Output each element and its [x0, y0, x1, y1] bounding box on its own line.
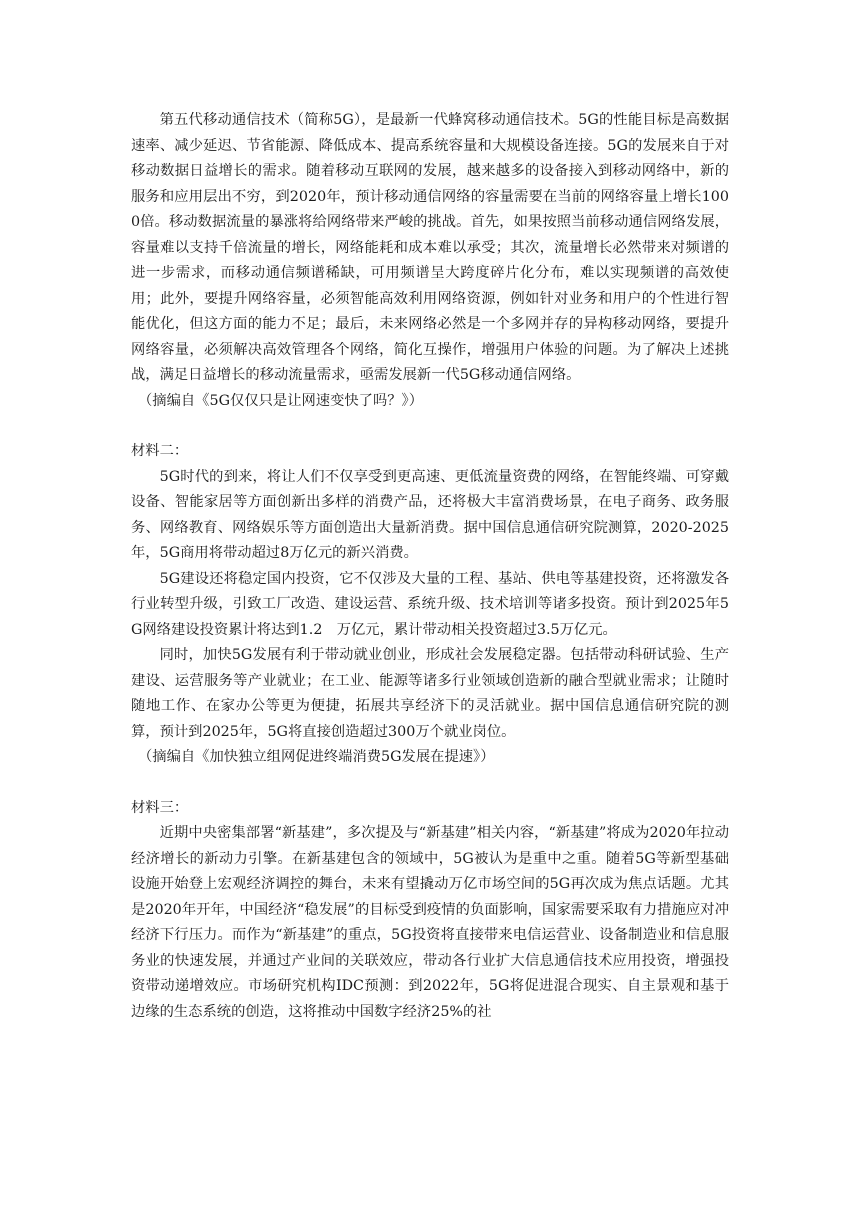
material2-paragraph-2: 5G建设还将稳定国内投资，它不仅涉及大量的工程、基站、供电等基建投资，还将激发各行业转型升级，引致工厂改造、建设运营、系统升级、技术培训等诸多投资。预计到2025年5G网络建设投资累计将达到1.2 万亿元，累计带动相关投资超过3.5万亿元。 — [131, 570, 729, 638]
document-page — [131, 108, 729, 1025]
material1-source: （摘编自《5G仅仅只是让网速变快了吗？》） — [138, 392, 424, 409]
material2-paragraph-3: 同时，加快5G发展有利于带动就业创业，形成社会发展稳定器。包括带动科研试验、生产建设、运营服务等产业就业；在工业、能源等诸多行业领域创造新的融合型就业需求；让随时随地工作、在家办公等更为便捷，拓展共享经济下的灵活就业。据中国信息通信研究院的测算，预计到2025年，5G将直接创造超过300万个就业岗位。 — [131, 647, 729, 740]
material2-paragraph-1: 5G时代的到来，将让人们不仅享受到更高速、更低流量资费的网络，在智能终端、可穿戴设备、智能家居等方面创新出多样的消费产品，还将极大丰富消费场景，在电子商务、政务服务、网络教育、网络娱乐等方面创造出大量新消费。据中国信息通信研究院测算，2020-2025年，5G商用将带动超过8万亿元的新兴消费。 — [131, 468, 729, 561]
material2-source: （摘编自《加快独立组网促进终端消费5G发展在提速》） — [138, 749, 495, 765]
material3-heading: 材料三： — [131, 799, 189, 816]
material3-paragraph: 近期中央密集部署“新基建”，多次提及与“新基建”相关内容，“新基建”将成为2020年拉动经济增长的新动力引擎。在新基建包含的领域中，5G被认为是重中之重。随着5G等新型基础设施开始登上宏观经济调控的舞台，未来有望撬动万亿市场空间的5G再次成为焦点话题。尤其是2020年开年，中国经济“稳发展”的目标受到疫情的负面影响，国家需要采取有力措施应对冲经济下行压力。而作为“新基建”的重点，5G投资将直接带来电信运营业、设备制造业和信息服务业的快速发展，并通过产业间的关联效应，带动各行业扩大信息通信技术应用投资，增强投资带动递增效应。市场研究机构IDC预测：到2022年，5G将促进混合现实、自主景观和基于边缘的生态系统的创造，这将推动中国数字经济25%的社 — [131, 825, 729, 1020]
material1-paragraph: 第五代移动通信技术（简称5G），是最新一代蜂窝移动通信技术。5G的性能目标是高数据速率、减少延迟、节省能源、降低成本、提高系统容量和大规模设备连接。5G的发展来自于对移动数据日益增长的需求。随着移动互联网的发展，越来越多的设备接入到移动网络中，新的服务和应用层出不穷，到2020年，预计移动通信网络的容量需要在当前的网络容量上增长1000倍。移动数据流量的暴涨将给网络带来严峻的挑战。首先，如果按照当前移动通信网络发展，容量难以支持千倍流量的增长，网络能耗和成本难以承受；其次，流量增长必然带来对频谱的进一步需求，而移动通信频谱稀缺，可用频谱呈大跨度碎片化分布，难以实现频谱的高效使用；此外，要提升网络容量，必须智能高效利用网络资源，例如针对业务和用户的个性进行智能优化，但这方面的能力不足；最后，未来网络必然是一个多网并存的异构移动网络，要提升网络容量，必须解决高效管理各个网络，简化互操作，增强用户体验的问题。为了解决上述挑战，满足日益增长的移动流量需求，亟需发展新一代5G移动通信网络。 — [131, 112, 729, 383]
material2-heading: 材料二： — [131, 443, 189, 459]
